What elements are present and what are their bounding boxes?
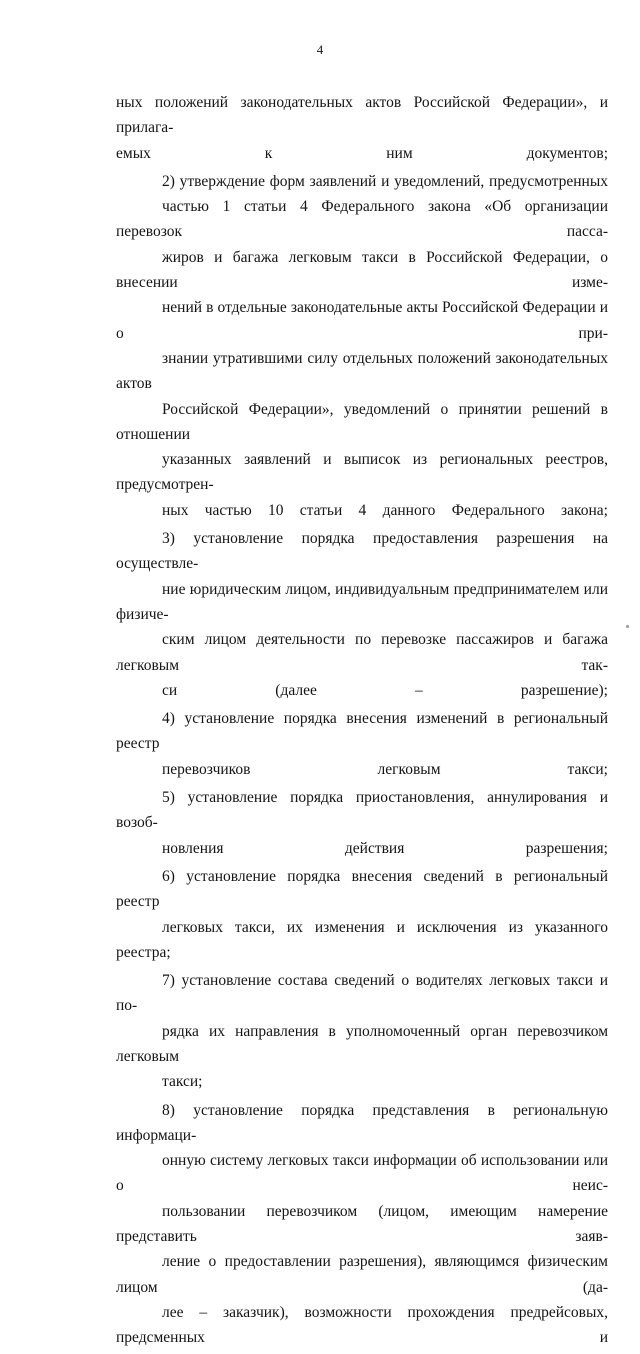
- text-line: ление о предоставлении разрешения), являющимся физическим лицом (да-: [116, 1253, 608, 1296]
- text-line: частью 1 статьи 4 Федерального закона «Об организации перевозок пасса-: [116, 198, 608, 241]
- text-line: новления действия разрешения;: [162, 839, 608, 857]
- scan-speck: [626, 625, 629, 628]
- document-body: [116, 90, 608, 1354]
- paragraph: [116, 864, 608, 965]
- text-line: рядка их направления в уполномоченный орган перевозчиком легковым: [116, 1022, 608, 1065]
- text-line: знании утратившими силу отдельных положений законодательных актов: [116, 349, 608, 393]
- text-line: 3) установление порядка предоставления разрешения на осуществле-: [116, 530, 608, 573]
- text-line: жиров и багажа легковым такси в Российской Федерации, о внесении изме-: [116, 248, 608, 292]
- text-line: указанных заявлений и выписок из региональных реестров, предусмотрен-: [116, 451, 608, 494]
- text-line: 7) установление состава сведений о водителях легковых такси и по-: [116, 972, 608, 1015]
- text-line: ных частью 10 статьи 4 данного Федерального закона;: [162, 501, 608, 519]
- text-line: лее – заказчик), возможности прохождения предрейсовых, предсменных и: [116, 1303, 608, 1347]
- paragraph: [116, 1098, 608, 1351]
- text-line: ных положений законодательных актов Российской Федерации», и прилага-: [116, 94, 608, 137]
- text-line: емых к ним документов;: [116, 144, 608, 162]
- text-line: Российской Федерации», уведомлений о принятии решений в отношении: [116, 400, 608, 443]
- text-line: 6) установление порядка внесения сведений в региональный реестр: [116, 867, 608, 911]
- text-line: пользовании перевозчиком (лицом, имеющим намерение представить заяв-: [116, 1202, 608, 1246]
- text-line: 8) установление порядка представления в региональную информаци-: [116, 1101, 608, 1144]
- paragraph: [116, 785, 608, 861]
- text-line: нений в отдельные законодательные акты Российской Федерации и о при-: [116, 299, 608, 342]
- text-line: такси;: [162, 1073, 203, 1091]
- paragraph: [116, 90, 608, 166]
- text-line: перевозчиков легковым такси;: [162, 760, 608, 778]
- text-line: легковых такси, их изменения и исключения из указанного реестра;: [116, 918, 608, 961]
- page-number: 4: [316, 42, 324, 57]
- paragraph: [116, 169, 608, 523]
- text-line: ние юридическим лицом, индивидуальным предпринимателем или физиче-: [116, 580, 608, 623]
- paragraph: [116, 526, 608, 703]
- text-line: си (далее – разрешение);: [162, 681, 608, 699]
- text-line: онную систему легковых такси информации об использовании или о неис-: [116, 1152, 608, 1195]
- paragraph: [116, 968, 608, 1094]
- text-line: ским лицом деятельности по перевозке пассажиров и багажа легковым так-: [116, 631, 608, 674]
- text-line: 2) утверждение форм заявлений и уведомлений, предусмотренных: [162, 172, 608, 190]
- text-line: 4) установление порядка внесения изменений в региональный реестр: [116, 710, 608, 753]
- paragraph: [116, 706, 608, 782]
- text-line: 5) установление порядка приостановления, аннулирования и возоб-: [116, 789, 608, 832]
